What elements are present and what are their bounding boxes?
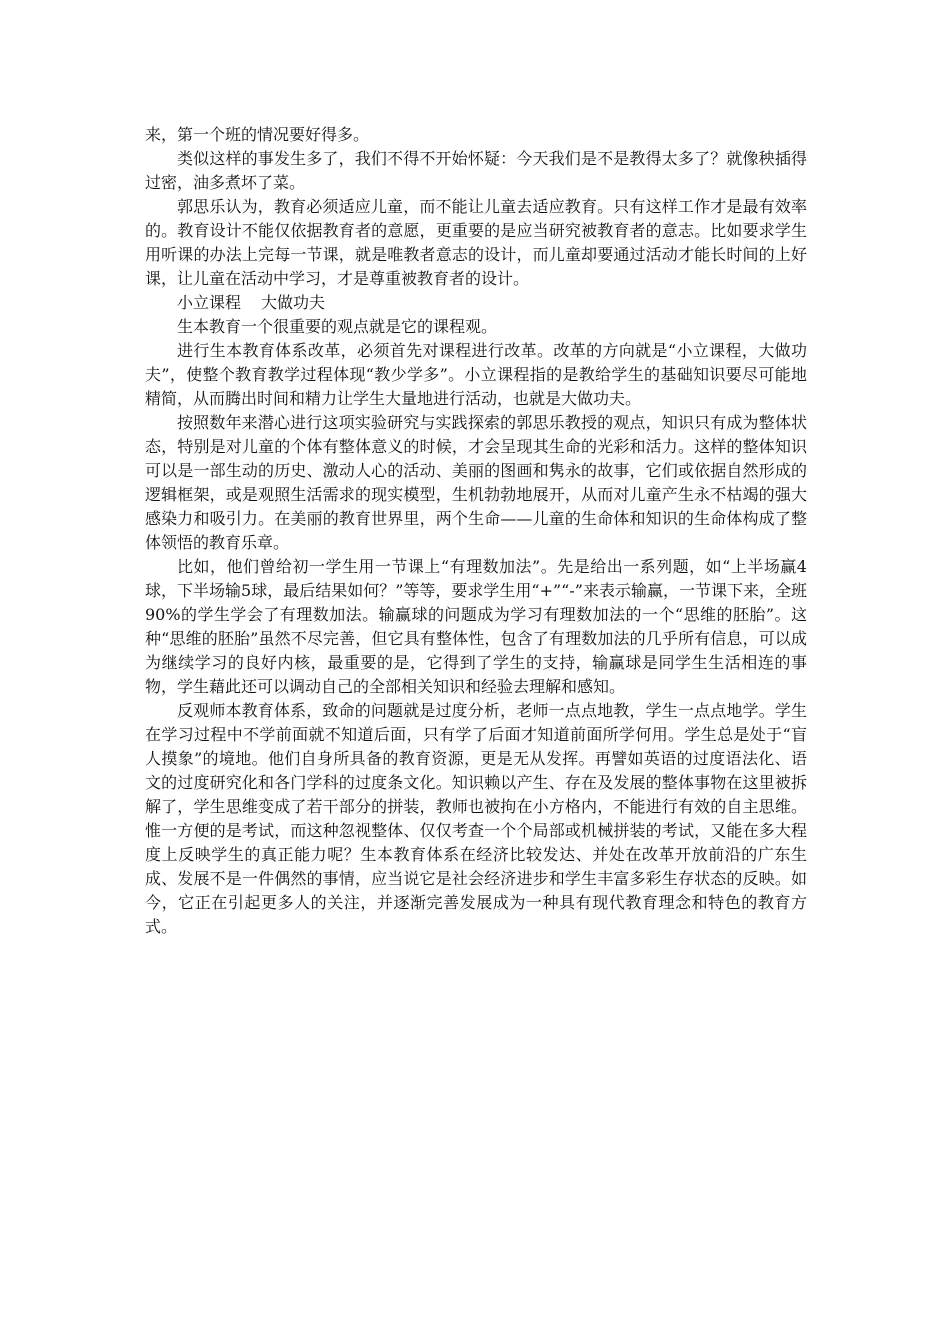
- paragraph-holistic-knowledge: 按照数年来潜心进行这项实验研究与实践探索的郭思乐教授的观点，知识只有成为整体状态，特别是对儿童的个体有整体意义的时候，才会呈现其生命的光彩和活力。这样的整体知识可以是一部生动的历史、激动人心的活动、美丽的图画和隽永的故事，它们或依据自然形成的逻辑框架，或是观照生活需求的现实模型，生机勃勃地展开，从而对儿童产生永不枯竭的强大感染力和吸引力。在美丽的教育世界里，两个生命——儿童的生命体和知识的生命体构成了整体领悟的教育乐章。: [145, 413, 807, 552]
- paragraph-reform: 进行生本教育体系改革，必须首先对课程进行改革。改革的方向就是“小立课程，大做功夫”，使整个教育教学过程体现“教少学多”。小立课程指的是教给学生的基础知识要尽可能地精简，从而腾出时间和精力让学生大量地进行活动，也就是大做功夫。: [145, 341, 807, 408]
- paragraph-guo-view: 郭思乐认为，教育必须适应儿童，而不能让儿童去适应教育。只有这样工作才是最有效率的。教育设计不能仅依据教育者的意愿，更重要的是应当研究被教育者的意志。比如要求学生用听课的办法上完每一节课，就是唯教者意志的设计，而儿童却要通过活动才能长时间的上好课，让儿童在活动中学习，才是尊重被教育者的设计。: [145, 197, 807, 288]
- paragraph-contrast: 反观师本教育体系，致命的问题就是过度分析，老师一点点地教，学生一点点地学。学生在学习过程中不学前面就不知道后面，只有学了后面才知道前面所学何用。学生总是处于“盲人摸象”的境地。他们自身所具备的教育资源，更是无从发挥。再譬如英语的过度语法化、语文的过度研究化和各门学科的过度条文化。知识赖以产生、存在及发展的整体事物在这里被拆解了，学生思维变成了若干部分的拼装，教师也被拘在小方格内，不能进行有效的自主思维。惟一方便的是考试，而这种忽视整体、仅仅考查一个个局部或机械拼装的考试，又能在多大程度上反映学生的真正能力呢？生本教育体系在经济比较发达、并处在改革开放前沿的广东生成、发展不是一件偶然的事情，应当说它是社会经济进步和学生丰富多彩生存状态的反映。如今，它正在引起更多人的关注，并逐渐完善发展成为一种具有现代教育理念和特色的教育方式。: [145, 701, 807, 936]
- paragraph-doubt: 类似这样的事发生多了，我们不得不开始怀疑：今天我们是不是教得太多了？就像秧插得过密，油多煮坏了菜。: [145, 149, 807, 192]
- paragraph-curriculum-view: 生本教育一个很重要的观点就是它的课程观。: [177, 317, 498, 336]
- document-body: [145, 123, 807, 939]
- paragraph-example: 比如，他们曾给初一学生用一节课上“有理数加法”。先是给出一系列题，如“上半场赢4球，下半场输5球，最后结果如何？”等等，要求学生用“+”“-”来表示输赢，一节课下来，全班90%的学生学会了有理数加法。输赢球的问题成为学习有理数加法的一个“思维的胚胎”。这种“思维的胚胎”虽然不尽完善，但它具有整体性，包含了有理数加法的几乎所有信息，可以成为继续学习的良好内核，最重要的是，它得到了学生的支持，输赢球是同学生生活相连的事物，学生藉此还可以调动自己的全部相关知识和经验去理解和感知。: [145, 557, 807, 696]
- section-heading-part1: 小立课程: [177, 293, 242, 312]
- section-heading-part2: 大做功夫: [261, 293, 326, 312]
- paragraph-continued: 来，第一个班的情况要好得多。: [145, 125, 370, 144]
- section-heading: [145, 291, 807, 315]
